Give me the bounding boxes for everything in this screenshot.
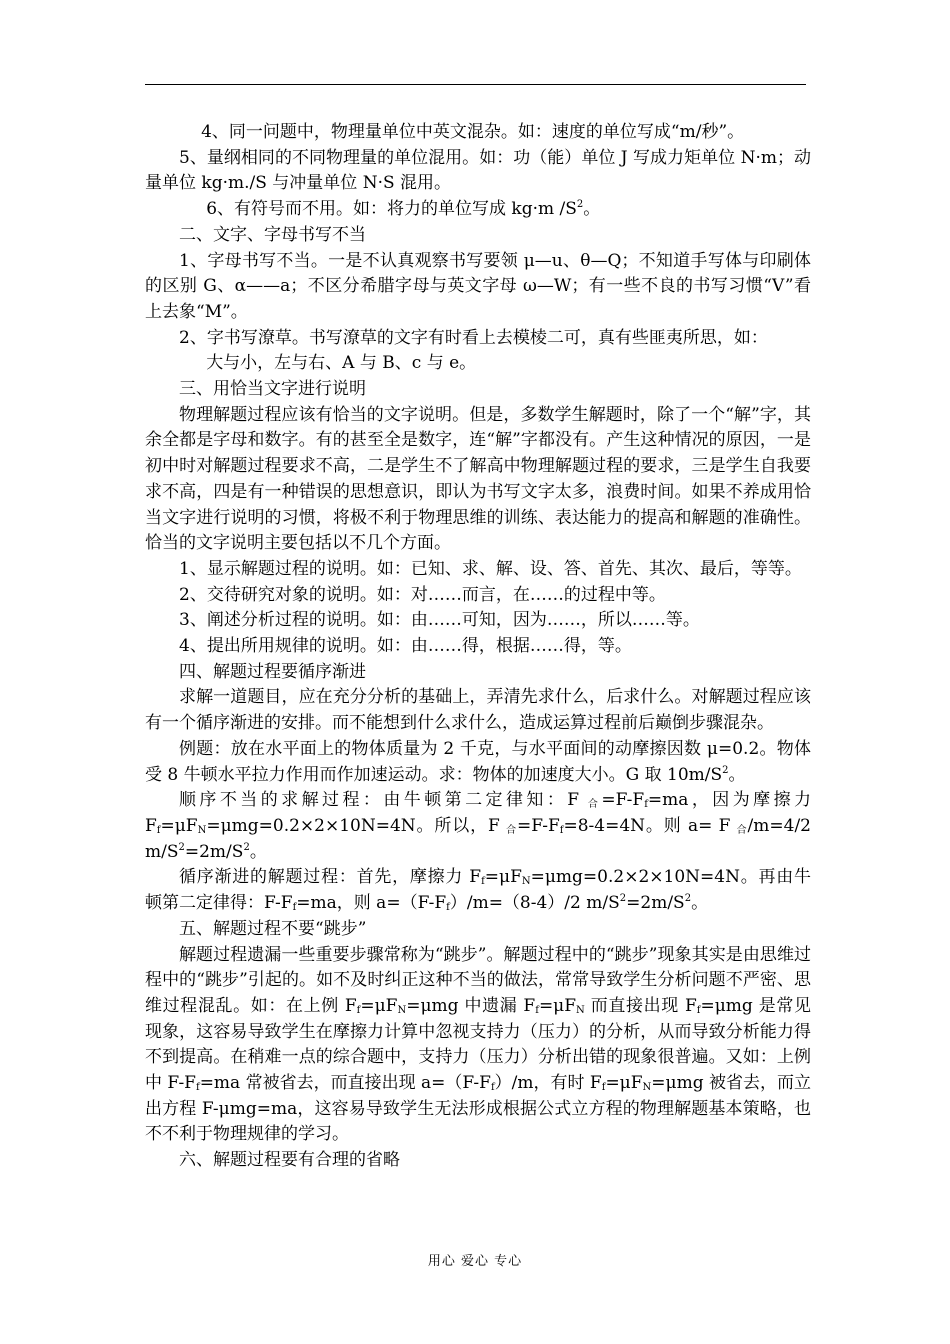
page-footer: 用心 爱心 专心 xyxy=(427,1254,523,1269)
s3-paragraph-1: 物理解题过程应该有恰当的文字说明。但是，多数学生解题时，除了一个“解”字，其余全都是字母和数字。有的甚至全是数字，连“解”字都没有。产生这种情况的原因，一是初中时对解题过程要求不高，二是学生不了解高中物理解题过程的要求，三是学生自我要求不高，四是有一种错误的思想意识，即认为书写文字太多，浪费时间。如果不养成用恰当文字进行说明的习惯，将极不利于物理思维的训练、表达能力的提高和解题的准确性。恰当的文字说明主要包括以不几个方面。 xyxy=(145,404,811,554)
s4-right-solution: 循序渐进的解题过程：首先，摩擦力 $F_f=\mu F_N=\mu mg=0.2\times 2\times 10N=4N$。再由牛顿第二定律得：$F-F_f=ma$，则 $a=(F-F_f)/m=(8-4)/2$ $m/S^2=2m/S^2$。 xyxy=(145,867,811,914)
section-6-heading: 六、解题过程要有合理的省略 xyxy=(179,1150,400,1171)
document-body xyxy=(145,120,811,1174)
s2-paragraph-3: 大与小，左与右、A 与 B、c 与 e。 xyxy=(206,353,477,374)
section-3-heading: 三、用恰当文字进行说明 xyxy=(179,379,366,400)
s3-item-3: 3、阐述分析过程的说明。如：由……可知，因为……，所以……等。 xyxy=(179,610,700,631)
s2-paragraph-1: 1、字母书写不当。一是不认真观察书写要领 μ—u、θ—Q；不知道手写体与印刷体的区别 G、α——a；不区分希腊字母与英文字母 ω—W；有一些不良的书写习惯“V”看上去象“M”。 xyxy=(145,250,811,322)
item-5-units-confused: 5、量纲相同的不同物理量的单位混用。如：功（能）单位 J 写成力矩单位 N·m；动量单位 kg·m./S 与冲量单位 N·S 混用。 xyxy=(145,147,811,194)
s2-paragraph-2: 2、字书写潦草。书写潦草的文字有时看上去模棱二可，真有些匪夷所思，如： xyxy=(179,327,768,348)
s5-paragraph-1: 解题过程遗漏一些重要步骤常称为“跳步”。解题过程中的“跳步”现象其实是由思维过程中的“跳步”引起的。如不及时纠正这种不当的做法，常常导致学生分析问题不严密、思维过程混乱。如：在上例 $F_f=\mu F_N=\mu mg$ 中遗漏 $F_f=\mu F_N$ 而直接出现 $F_f=\mu mg$ 是常见现象，这容易导致学生在摩擦力计算中忽视支持力（压力）的分析，从而导致分析能力得不到提高。在稍难一点的综合题中，支持力（压力）分析出错的现象很普遍。又如：上例中 $F-F_f=ma$ 常被省去，而直接出现 $a=(F-F_f)/m$，有时 $F_f=\mu F_N=\mu mg$ 被省去，而立出方程 F-μmg=ma，这容易导致学生无法形成根据公式立方程的物理解题基本策略，也不不利于物理规律的学习。 xyxy=(145,944,812,1145)
s4-wrong-solution: 顺序不当的求解过程：由牛顿第二定律知：F $_合=F-F_f=ma$，因为摩擦力 $F_f=\mu F_N=\mu mg=0.2\times 2\times 10N=4N$。所以，F $_合=F-F_f=8-4=4N$。则 a= F $_合$/m=4/2 $m/S^2=2m/S^2$。 xyxy=(145,790,812,862)
section-2-heading: 二、文字、字母书写不当 xyxy=(179,224,366,245)
s4-example: 例题：放在水平面上的物体质量为 2 千克，与水平面间的动摩擦因数 μ=0.2。物体受 8 牛顿水平拉力作用而作加速运动。求：物体的加速度大小。G 取 $10m/S^2$。 xyxy=(145,738,811,785)
s3-item-4: 4、提出所用规律的说明。如：由……得，根据……得，等。 xyxy=(179,636,632,657)
section-5-heading: 五、解题过程不要“跳步” xyxy=(179,918,367,939)
header-rule xyxy=(145,84,806,85)
s3-item-2: 2、交待研究对象的说明。如：对……而言，在……的过程中等。 xyxy=(179,584,666,605)
item-6-symbols-unused: 6、有符号而不用。如：将力的单位写成 kg·m $/S^2$。 xyxy=(206,199,601,220)
s4-paragraph-1: 求解一道题目，应在充分分析的基础上，弄清先求什么，后求什么。对解题过程应该有一个循序渐进的安排。而不能想到什么求什么，造成运算过程前后巅倒步骤混杂。 xyxy=(145,687,811,734)
s3-item-1: 1、显示解题过程的说明。如：已知、求、解、设、答、首先、其次、最后，等等。 xyxy=(179,558,802,579)
section-4-heading: 四、解题过程要循序渐进 xyxy=(179,661,366,682)
item-4-units-mixed: 4、同一问题中，物理量单位中英文混杂。如：速度的单位写成“m/秒”。 xyxy=(201,122,745,142)
